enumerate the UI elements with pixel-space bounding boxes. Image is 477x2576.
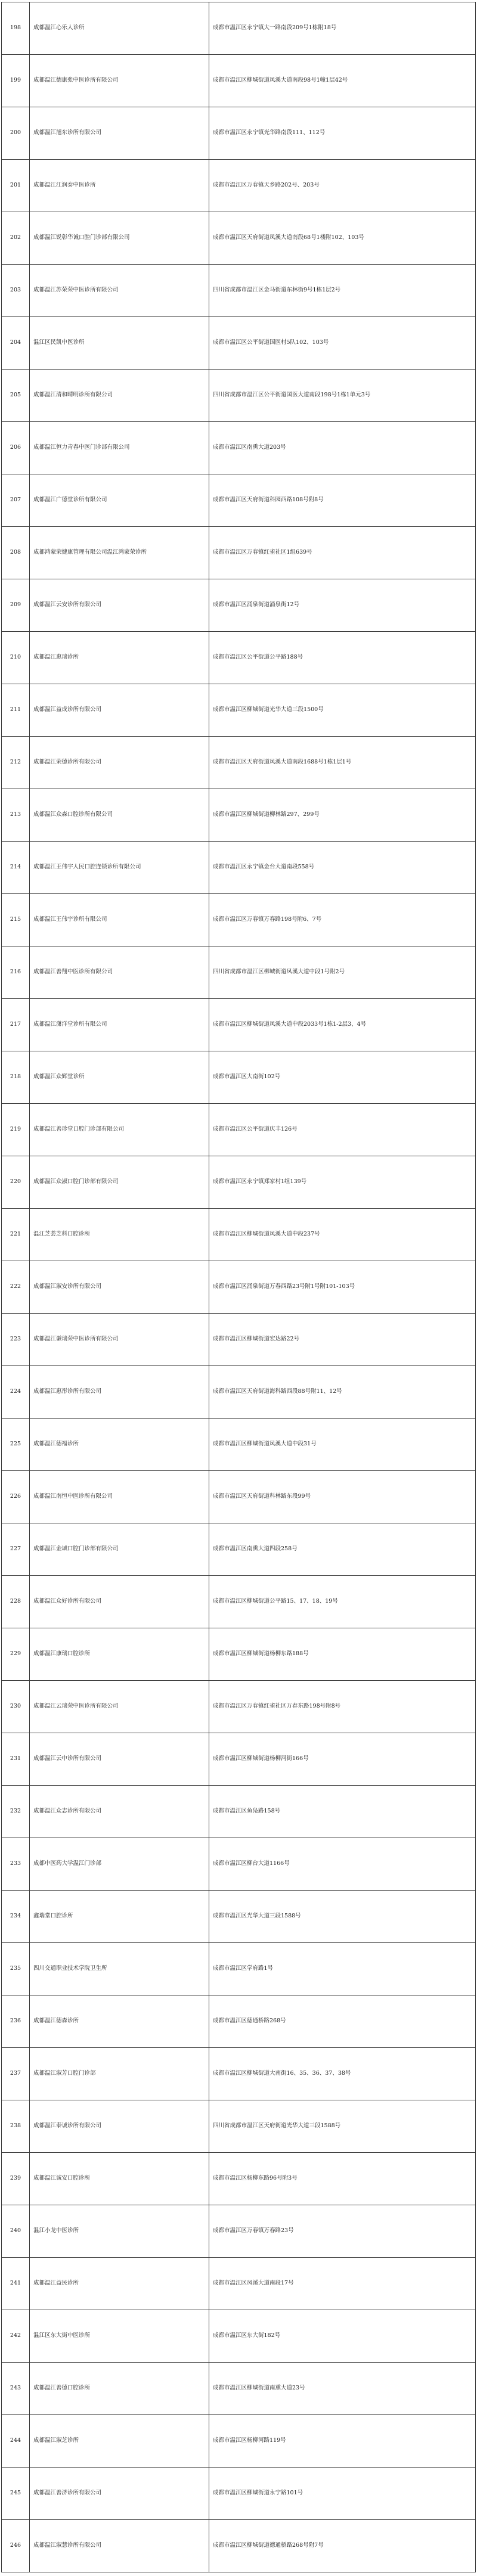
clinic-address: 成都市温江区柳城街道德通桥路268号附7号 xyxy=(209,2520,476,2572)
clinic-address: 成都市温江区永宁镇郑家村1组139号 xyxy=(209,1156,476,1209)
clinic-name: 成都温江淑芳口腔门诊部 xyxy=(30,2048,209,2100)
clinic-address: 四川省成都市温江区公平街道国医大道南段198号1栋1单元3号 xyxy=(209,370,476,422)
clinic-name: 成都温江泰诚诊所有限公司 xyxy=(30,2100,209,2153)
row-number: 219 xyxy=(2,1104,30,1156)
clinic-name: 成都温江众辉堂诊所 xyxy=(30,1051,209,1104)
table-row xyxy=(2,2,476,55)
row-number: 224 xyxy=(2,1366,30,1419)
clinic-address: 成都市温江区万春镇红雀社区1组639号 xyxy=(209,527,476,579)
clinic-address: 成都市温江区南熏大道四段258号 xyxy=(209,1523,476,1576)
clinic-address: 成都市温江区柳城街道凤溪大道中段237号 xyxy=(209,1209,476,1261)
table-row xyxy=(2,474,476,527)
clinic-address: 成都市温江区杨柳河路119号 xyxy=(209,2415,476,2468)
table-row xyxy=(2,1995,476,2048)
row-number: 199 xyxy=(2,55,30,107)
clinic-name: 成都温江益民诊所 xyxy=(30,2258,209,2310)
clinic-name: 成都温江云中诊所有限公司 xyxy=(30,1733,209,1786)
row-number: 204 xyxy=(2,317,30,370)
clinic-address: 成都市温江区柳城街道柳林路297、299号 xyxy=(209,789,476,842)
row-number: 208 xyxy=(2,527,30,579)
clinic-name: 鑫瑞堂口腔诊所 xyxy=(30,1891,209,1943)
clinic-name: 成都温江潇洋堂诊所有限公司 xyxy=(30,999,209,1051)
row-number: 212 xyxy=(2,737,30,789)
row-number: 243 xyxy=(2,2363,30,2415)
clinic-name: 成都温江德康张中医诊所有限公司 xyxy=(30,55,209,107)
table-row xyxy=(2,2153,476,2205)
clinic-address: 成都市温江区南熏大道203号 xyxy=(209,422,476,474)
clinic-address: 成都市温江区学府路1号 xyxy=(209,1943,476,1995)
clinic-name: 成都温江云瑞荣中医诊所有限公司 xyxy=(30,1681,209,1733)
clinic-address: 成都市温江区涌泉街道涌泉街12号 xyxy=(209,579,476,632)
row-number: 207 xyxy=(2,474,30,527)
clinic-name: 成都温江淑安诊所有限公司 xyxy=(30,1261,209,1314)
table-row xyxy=(2,1786,476,1838)
clinic-name: 成都温江善珍堂口腔门诊部有限公司 xyxy=(30,1104,209,1156)
clinic-register-body xyxy=(2,2,476,2572)
row-number: 227 xyxy=(2,1523,30,1576)
clinic-name: 成都温江惠瑞诊所 xyxy=(30,632,209,684)
table-row xyxy=(2,1681,476,1733)
table-row xyxy=(2,527,476,579)
table-row xyxy=(2,737,476,789)
row-number: 231 xyxy=(2,1733,30,1786)
clinic-name: 成都温江江润泰中医诊所 xyxy=(30,160,209,212)
clinic-name: 成都温江益成诊所有限公司 xyxy=(30,684,209,737)
clinic-address: 成都市温江区柳城街道凤溪大道中段31号 xyxy=(209,1419,476,1471)
clinic-name: 成都温江众好诊所有限公司 xyxy=(30,1576,209,1628)
table-row xyxy=(2,1261,476,1314)
clinic-address: 成都市温江区杨柳东路96号附3号 xyxy=(209,2153,476,2205)
clinic-address: 成都市温江区万春镇天乡路202号、203号 xyxy=(209,160,476,212)
clinic-address: 成都市温江区柳城街道永宁路101号 xyxy=(209,2468,476,2520)
row-number: 211 xyxy=(2,684,30,737)
row-number: 205 xyxy=(2,370,30,422)
clinic-name: 成都温江惠彤诊所有限公司 xyxy=(30,1366,209,1419)
table-row xyxy=(2,2310,476,2363)
table-row xyxy=(2,1838,476,1891)
table-row xyxy=(2,579,476,632)
table-row xyxy=(2,1419,476,1471)
table-row xyxy=(2,1366,476,1419)
clinic-address: 成都市温江区公平街道国医村5队102、103号 xyxy=(209,317,476,370)
clinic-address: 成都市温江区公平街道庆丰126号 xyxy=(209,1104,476,1156)
row-number: 236 xyxy=(2,1995,30,2048)
clinic-address: 成都市温江区凤溪大道南段17号 xyxy=(209,2258,476,2310)
row-number: 237 xyxy=(2,2048,30,2100)
clinic-name: 温江芝荟芝科口腔诊所 xyxy=(30,1209,209,1261)
row-number: 216 xyxy=(2,946,30,999)
table-row xyxy=(2,1576,476,1628)
table-row xyxy=(2,946,476,999)
row-number: 245 xyxy=(2,2468,30,2520)
table-row xyxy=(2,2415,476,2468)
table-row xyxy=(2,55,476,107)
clinic-address: 四川省成都市温江区柳城街道凤溪大道中段1号附2号 xyxy=(209,946,476,999)
clinic-name: 成都温江南恒中医诊所有限公司 xyxy=(30,1471,209,1523)
clinic-name: 成都温江清和晴明诊所有限公司 xyxy=(30,370,209,422)
clinic-address: 成都市温江区柳城街道宏达路22号 xyxy=(209,1314,476,1366)
clinic-name: 成都温江锐彰华诚口腔门诊部有限公司 xyxy=(30,212,209,265)
clinic-address: 成都市温江区大南街102号 xyxy=(209,1051,476,1104)
row-number: 214 xyxy=(2,842,30,894)
row-number: 215 xyxy=(2,894,30,946)
clinic-address: 成都市温江区鱼凫路158号 xyxy=(209,1786,476,1838)
table-row xyxy=(2,2258,476,2310)
clinic-address: 成都市温江区光华大道三段1588号 xyxy=(209,1891,476,1943)
row-number: 233 xyxy=(2,1838,30,1891)
row-number: 246 xyxy=(2,2520,30,2572)
clinic-name: 成都温江淑芝诊所 xyxy=(30,2415,209,2468)
row-number: 222 xyxy=(2,1261,30,1314)
table-row xyxy=(2,1209,476,1261)
row-number: 206 xyxy=(2,422,30,474)
table-row xyxy=(2,2520,476,2572)
clinic-name: 成都温江康瑞口腔诊所 xyxy=(30,1628,209,1681)
clinic-address: 成都市温江区柳城街道杨柳河街166号 xyxy=(209,1733,476,1786)
row-number: 220 xyxy=(2,1156,30,1209)
row-number: 226 xyxy=(2,1471,30,1523)
table-row xyxy=(2,894,476,946)
table-row xyxy=(2,789,476,842)
table-row xyxy=(2,2468,476,2520)
clinic-address: 成都市温江区公平街道公平路188号 xyxy=(209,632,476,684)
row-number: 239 xyxy=(2,2153,30,2205)
clinic-name: 成都温江心乐人诊所 xyxy=(30,2,209,55)
clinic-address: 成都市温江区万春镇万春路23号 xyxy=(209,2205,476,2258)
table-row xyxy=(2,632,476,684)
clinic-name: 成都温江众森口腔诊所有限公司 xyxy=(30,789,209,842)
table-row xyxy=(2,107,476,160)
row-number: 225 xyxy=(2,1419,30,1471)
clinic-name: 成都温江广德堂诊所有限公司 xyxy=(30,474,209,527)
row-number: 232 xyxy=(2,1786,30,1838)
table-row xyxy=(2,684,476,737)
row-number: 210 xyxy=(2,632,30,684)
table-row xyxy=(2,2363,476,2415)
clinic-name: 成都温江苏荣荣中医诊所有限公司 xyxy=(30,265,209,317)
table-row xyxy=(2,317,476,370)
row-number: 198 xyxy=(2,2,30,55)
clinic-name: 成都温江善翔中医诊所有限公司 xyxy=(30,946,209,999)
clinic-name: 四川交通职业技术学院卫生所 xyxy=(30,1943,209,1995)
clinic-address: 成都市温江区柳城街道杨柳东路188号 xyxy=(209,1628,476,1681)
row-number: 209 xyxy=(2,579,30,632)
clinic-name: 成都温江诚安口腔诊所 xyxy=(30,2153,209,2205)
clinic-name: 温江区东大街中医诊所 xyxy=(30,2310,209,2363)
row-number: 223 xyxy=(2,1314,30,1366)
clinic-name: 成都温江谦瑞荣中医诊所有限公司 xyxy=(30,1314,209,1366)
row-number: 228 xyxy=(2,1576,30,1628)
clinic-address: 四川省成都市温江区天府街道光华大道三段1588号 xyxy=(209,2100,476,2153)
table-row xyxy=(2,1051,476,1104)
row-number: 234 xyxy=(2,1891,30,1943)
row-number: 242 xyxy=(2,2310,30,2363)
table-row xyxy=(2,1104,476,1156)
table-row xyxy=(2,1314,476,1366)
clinic-name: 成都鸿蒙荣健康管理有限公司温江鸿蒙荣诊所 xyxy=(30,527,209,579)
clinic-address: 成都市温江区德通桥路268号 xyxy=(209,1995,476,2048)
table-row xyxy=(2,370,476,422)
table-row xyxy=(2,2205,476,2258)
clinic-address: 成都市温江区天府街道科林路东段99号 xyxy=(209,1471,476,1523)
clinic-name: 成都温江善德口腔诊所 xyxy=(30,2363,209,2415)
clinic-address: 成都市温江区涌泉街道万春西路23号附1号附101-103号 xyxy=(209,1261,476,1314)
row-number: 201 xyxy=(2,160,30,212)
row-number: 244 xyxy=(2,2415,30,2468)
row-number: 230 xyxy=(2,1681,30,1733)
table-row xyxy=(2,999,476,1051)
table-row xyxy=(2,160,476,212)
row-number: 241 xyxy=(2,2258,30,2310)
table-row xyxy=(2,1733,476,1786)
clinic-address: 成都市温江区天府街道科园西路108号附8号 xyxy=(209,474,476,527)
row-number: 217 xyxy=(2,999,30,1051)
clinic-name: 成都中医药大学温江门诊部 xyxy=(30,1838,209,1891)
clinic-name: 成都温江云安诊所有限公司 xyxy=(30,579,209,632)
row-number: 213 xyxy=(2,789,30,842)
clinic-name: 成都温江众淑口腔门诊部有限公司 xyxy=(30,1156,209,1209)
row-number: 229 xyxy=(2,1628,30,1681)
clinic-address: 成都市温江区柳城街道凤溪大道中段2033号1栋1-2层3、4号 xyxy=(209,999,476,1051)
clinic-address: 成都市温江区天府街道凤溪大道南段1688号1栋1层1号 xyxy=(209,737,476,789)
clinic-address: 成都市温江区柳城街道公平路15、17、18、19号 xyxy=(209,1576,476,1628)
row-number: 238 xyxy=(2,2100,30,2153)
row-number: 221 xyxy=(2,1209,30,1261)
table-row xyxy=(2,2048,476,2100)
clinic-name: 成都温江王伟宇人民口腔连锁诊所有限公司 xyxy=(30,842,209,894)
row-number: 218 xyxy=(2,1051,30,1104)
clinic-name: 成都温江德福诊所 xyxy=(30,1419,209,1471)
row-number: 240 xyxy=(2,2205,30,2258)
clinic-address: 成都市温江区万春镇红雀社区万春东路198号附8号 xyxy=(209,1681,476,1733)
row-number: 203 xyxy=(2,265,30,317)
clinic-name: 成都温江旭东诊所有限公司 xyxy=(30,107,209,160)
clinic-name: 成都温江荣德诊所有限公司 xyxy=(30,737,209,789)
clinic-name: 温江小龙中医诊所 xyxy=(30,2205,209,2258)
clinic-name: 成都温江德森诊所 xyxy=(30,1995,209,2048)
table-row xyxy=(2,1156,476,1209)
clinic-name: 成都温江金城口腔门诊部有限公司 xyxy=(30,1523,209,1576)
clinic-address: 成都市温江区柳城街道凤溪大道南段98号1幢1层42号 xyxy=(209,55,476,107)
clinic-name: 成都温江王伟宇诊所有限公司 xyxy=(30,894,209,946)
clinic-address: 四川省成都市温江区金马街道东林街9号1栋1层2号 xyxy=(209,265,476,317)
table-row xyxy=(2,1943,476,1995)
row-number: 202 xyxy=(2,212,30,265)
table-row xyxy=(2,842,476,894)
clinic-name: 成都温江恒力青春中医门诊部有限公司 xyxy=(30,422,209,474)
clinic-address: 成都市温江区柳城街道南熏大道23号 xyxy=(209,2363,476,2415)
clinic-name: 成都温江众志诊所有限公司 xyxy=(30,1786,209,1838)
clinic-name: 成都温江善济诊所有限公司 xyxy=(30,2468,209,2520)
table-row xyxy=(2,422,476,474)
clinic-name: 成都温江淑慧诊所有限公司 xyxy=(30,2520,209,2572)
clinic-address: 成都市温江区永宁镇光华路南段111、112号 xyxy=(209,107,476,160)
table-row xyxy=(2,2100,476,2153)
table-row xyxy=(2,212,476,265)
table-row xyxy=(2,1891,476,1943)
clinic-address: 成都市温江区永宁镇金台大道南段558号 xyxy=(209,842,476,894)
clinic-address: 成都市温江区天府街道凤溪大道南段68号1楼附102、103号 xyxy=(209,212,476,265)
table-row xyxy=(2,1471,476,1523)
table-row xyxy=(2,265,476,317)
row-number: 235 xyxy=(2,1943,30,1995)
clinic-address: 成都市温江区柳城街道大南街16、35、36、37、38号 xyxy=(209,2048,476,2100)
clinic-address: 成都市温江区天府街道海科路西段88号附11、12号 xyxy=(209,1366,476,1419)
clinic-address: 成都市温江区东大街182号 xyxy=(209,2310,476,2363)
clinic-address: 成都市温江区永宁镇大一路南段209号1栋附18号 xyxy=(209,2,476,55)
clinic-address: 成都市温江区柳城街道光华大道三段1500号 xyxy=(209,684,476,737)
table-row xyxy=(2,1628,476,1681)
row-number: 200 xyxy=(2,107,30,160)
table-row xyxy=(2,1523,476,1576)
clinic-name: 温江区民凯中医诊所 xyxy=(30,317,209,370)
clinic-address: 成都市温江区柳台大道1166号 xyxy=(209,1838,476,1891)
clinic-address: 成都市温江区万春镇万春路198号附6、7号 xyxy=(209,894,476,946)
clinic-register-table xyxy=(1,2,476,2572)
